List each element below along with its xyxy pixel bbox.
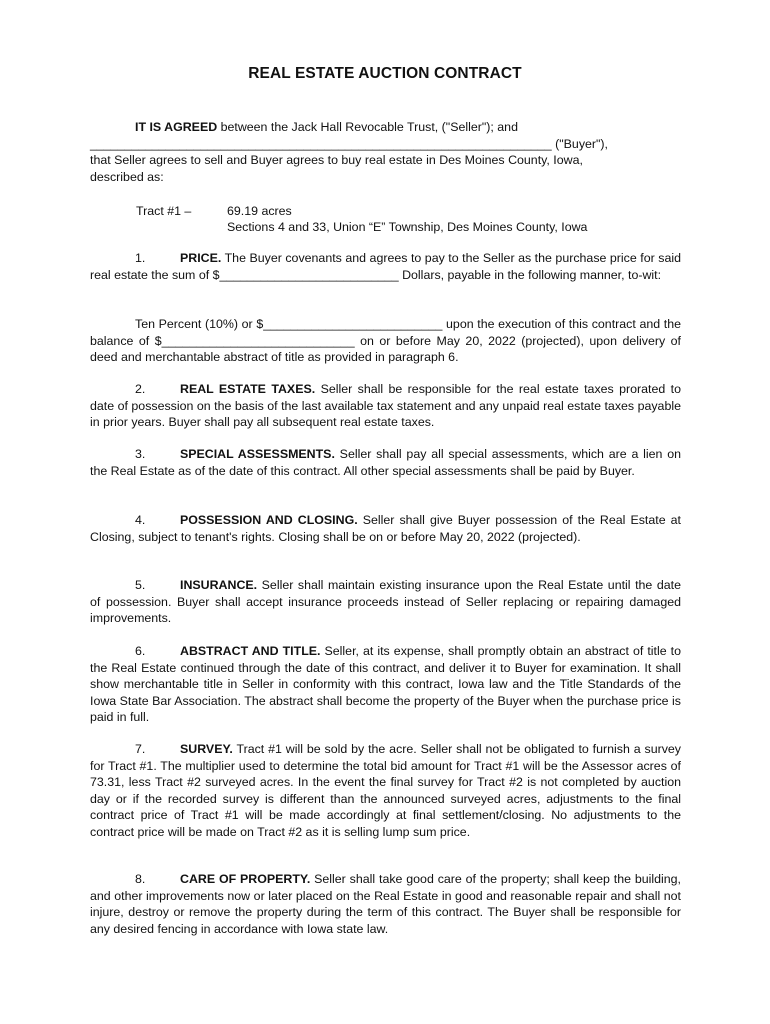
- document-title: REAL ESTATE AUCTION CONTRACT: [248, 65, 522, 82]
- agreed-heading: IT IS AGREED: [135, 120, 218, 134]
- section-heading: POSSESSION AND CLOSING.: [180, 513, 358, 527]
- section-price: 1. PRICE. The Buyer covenants and agrees to pay to the Seller as the purchase price for said real estate the sum of $__________________________ Dollars, payable in the following manner, to-wit:: [90, 251, 681, 282]
- section-heading: CARE OF PROPERTY.: [180, 872, 311, 886]
- section-heading: SURVEY.: [180, 742, 233, 756]
- intro-paragraph: [90, 119, 681, 185]
- section-care-of-property: 8. CARE OF PROPERTY. Seller shall take good care of the property; shall keep the building, and other improvements now or later placed on the Real Estate in good and reasonable repair and shall not injure, destroy or remove the property during the term of this contract. The Buyer shall be responsible for any desired fencing in accordance with Iowa state law.: [90, 872, 681, 936]
- section-insurance: 5. INSURANCE. Seller shall maintain existing insurance upon the Real Estate until the date of possession. Buyer shall accept insurance proceeds instead of Seller replacing or repairing damaged improvements.: [90, 578, 681, 625]
- tract-acres: 69.19 acres: [227, 204, 292, 218]
- section-special-assessments: 3. SPECIAL ASSESSMENTS. Seller shall pay all special assessments, which are a lien on the Real Estate as of the date of this contract. All other special assessments shall be paid by Buyer.: [90, 447, 681, 478]
- section-survey: 7. SURVEY. Tract #1 will be sold by the acre. Seller shall not be obligated to furnish a survey for Tract #1. The multiplier used to determine the total bid amount for Tract #1 will be the Assessor acres of 73.31, less Tract #2 surveyed acres. In the event the final survey for Tract #2 is not completed by auction day or if the recorded survey is different than the announced surveyed acres, adjustments to the final contract price of Tract #1 will be made accordingly at final settlement/closing. No adjustments to the contract price will be made on Tract #2 as it is selling lump sum price.: [90, 742, 681, 839]
- section-heading: INSURANCE.: [180, 578, 258, 592]
- tract-legal-description: Sections 4 and 33, Union “E” Township, Des Moines County, Iowa: [227, 220, 588, 234]
- section-heading: SPECIAL ASSESSMENTS.: [180, 447, 335, 461]
- section-real-estate-taxes: 2. REAL ESTATE TAXES. Seller shall be responsible for the real estate taxes prorated to date of possession on the basis of the last available tax statement and any unpaid real estate taxes payable in prior years. Buyer shall pay all subsequent real estate taxes.: [90, 382, 681, 429]
- intro-line-1: IT IS AGREED between the Jack Hall Revocable Trust, ("Seller"); and: [135, 120, 518, 134]
- tract-label: Tract #1 –: [136, 204, 192, 218]
- section-heading: ABSTRACT AND TITLE.: [180, 644, 321, 658]
- section-abstract-title: 6. ABSTRACT AND TITLE. Seller, at its expense, shall promptly obtain an abstract of title to the Real Estate continued through the date of this contract, and deliver it to Buyer for examination. It shall show merchantable title in Seller in conformity with this contract, Iowa law and the Title Standards of the Iowa State Bar Association. The abstract shall become the property of the Buyer when the purchase price is paid in full.: [90, 644, 681, 724]
- section-heading: REAL ESTATE TAXES.: [180, 382, 316, 396]
- section-heading: PRICE.: [180, 251, 222, 265]
- section-price-terms: Ten Percent (10%) or $__________________________ upon the execution of this contract and the balance of $____________________________ on or before May 20, 2022 (projected), upon delivery of deed and merchantable abstract of title as provided in paragraph 6.: [90, 317, 681, 364]
- section-possession-closing: 4. POSSESSION AND CLOSING. Seller shall give Buyer possession of the Real Estate at Closing, subject to tenant's rights. Closing shall be on or before May 20, 2022 (projected).: [90, 513, 681, 544]
- intro-line-4: described as:: [90, 169, 164, 184]
- intro-line-3: that Seller agrees to sell and Buyer agrees to buy real estate in Des Moines County, Iowa,: [90, 153, 583, 167]
- buyer-blank-line: ___________________________________________________________________ ("Buyer"),: [90, 136, 609, 151]
